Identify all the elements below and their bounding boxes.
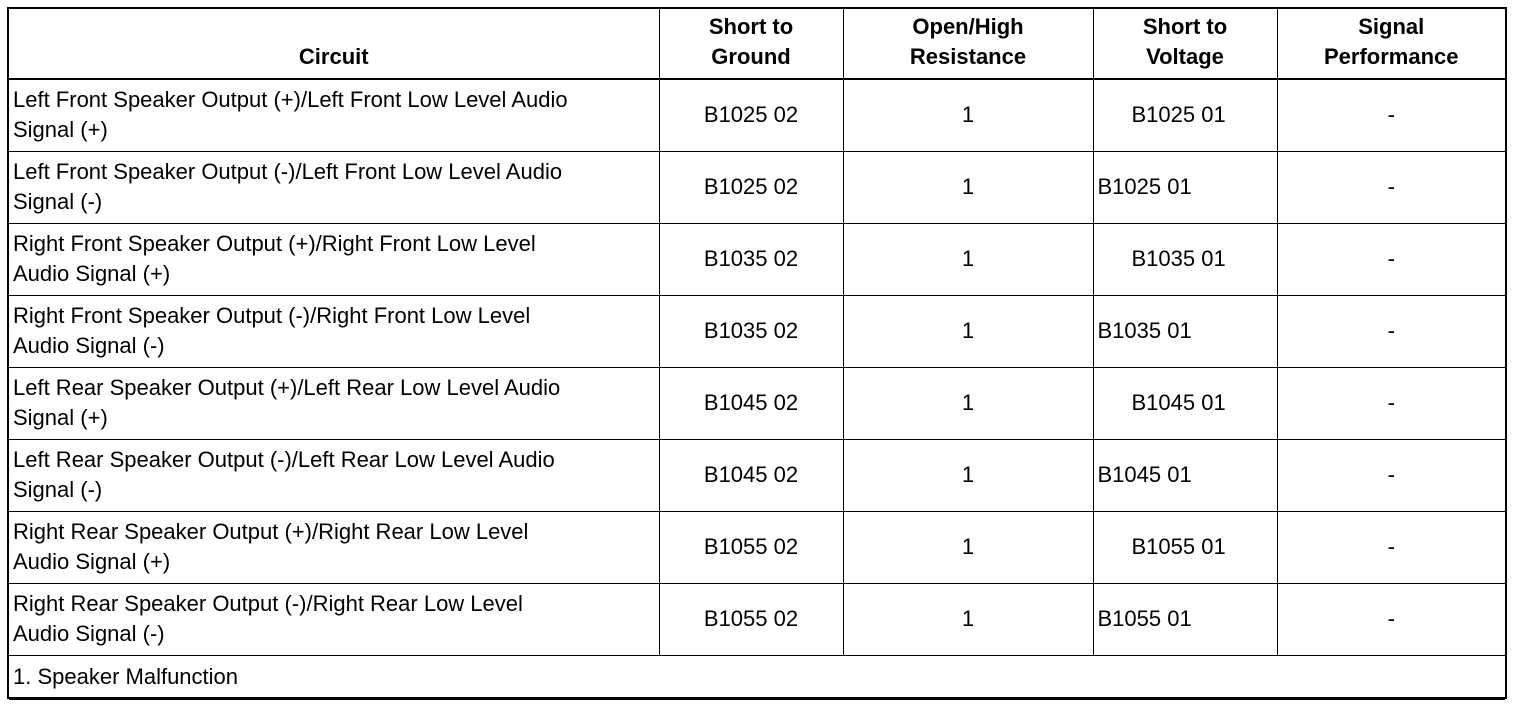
cell-circuit — [9, 223, 659, 295]
header-signal-performance-line1: Signal — [1358, 14, 1425, 39]
footnote: 1. Speaker Malfunction — [9, 655, 1505, 699]
cell-open-high-resistance: 1 — [843, 583, 1093, 655]
cell-short-to-ground: B1045 02 — [659, 367, 843, 439]
table-row — [9, 79, 1505, 151]
cell-short-to-ground: B1035 02 — [659, 295, 843, 367]
circuit-line1: Right Rear Speaker Output (+)/Right Rear Low Level — [13, 519, 529, 544]
cell-circuit — [9, 79, 659, 151]
table-row — [9, 295, 1505, 367]
cell-short-to-ground: B1045 02 — [659, 439, 843, 511]
header-open-high-resistance — [843, 9, 1093, 79]
header-signal-performance — [1277, 9, 1505, 79]
cell-circuit — [9, 295, 659, 367]
cell-short-to-voltage: B1035 01 — [1093, 295, 1277, 367]
header-short-to-ground-line1: Short to — [708, 14, 794, 39]
header-short-to-voltage — [1093, 9, 1277, 79]
cell-circuit — [9, 511, 659, 583]
table-row — [9, 223, 1505, 295]
table-row — [9, 511, 1505, 583]
cell-signal-performance: - — [1277, 439, 1505, 511]
cell-short-to-ground: B1055 02 — [659, 511, 843, 583]
header-short-to-ground — [659, 9, 843, 79]
cell-short-to-ground: B1025 02 — [659, 151, 843, 223]
cell-open-high-resistance: 1 — [843, 223, 1093, 295]
cell-short-to-voltage: B1035 01 — [1093, 223, 1277, 295]
cell-short-to-voltage: B1025 01 — [1093, 79, 1277, 151]
circuit-line2: Signal (+) — [13, 405, 108, 430]
circuit-line1: Left Rear Speaker Output (+)/Left Rear Low Level Audio — [13, 375, 561, 400]
cell-short-to-voltage: B1055 01 — [1093, 511, 1277, 583]
circuit-line2: Signal (+) — [13, 117, 108, 143]
circuit-line2: Audio Signal (-) — [13, 621, 165, 646]
table-row — [9, 151, 1505, 223]
cell-open-high-resistance: 1 — [843, 151, 1093, 223]
circuit-line2: Audio Signal (-) — [13, 333, 165, 358]
header-row — [9, 9, 1505, 79]
circuit-line2: Audio Signal (+) — [13, 549, 171, 574]
cell-open-high-resistance: 1 — [843, 79, 1093, 151]
cell-signal-performance: - — [1277, 511, 1505, 583]
table-row — [9, 439, 1505, 511]
circuit-line2: Audio Signal (+) — [13, 261, 171, 286]
cell-signal-performance: - — [1277, 79, 1505, 151]
cell-open-high-resistance: 1 — [843, 367, 1093, 439]
cell-circuit — [9, 439, 659, 511]
header-signal-performance-line2: Performance — [1323, 44, 1459, 69]
table-row — [9, 367, 1505, 439]
cell-signal-performance: - — [1277, 295, 1505, 367]
dtc-table — [9, 9, 1505, 700]
table-row — [9, 583, 1505, 655]
footnote-row — [9, 655, 1505, 699]
circuit-line1: Right Front Speaker Output (+)/Right Front Low Level — [13, 231, 536, 256]
circuit-line1: Left Front Speaker Output (+)/Left Front Low Level Audio — [13, 87, 568, 113]
cell-signal-performance: - — [1277, 223, 1505, 295]
circuit-line1: Right Front Speaker Output (-)/Right Front Low Level — [13, 303, 531, 328]
cell-short-to-ground: B1035 02 — [659, 223, 843, 295]
cell-circuit — [9, 151, 659, 223]
circuit-line2: Signal (-) — [13, 477, 103, 502]
cell-short-to-voltage: B1025 01 — [1093, 151, 1277, 223]
cell-signal-performance: - — [1277, 583, 1505, 655]
circuit-line1: Left Front Speaker Output (-)/Left Front Low Level Audio — [13, 159, 563, 184]
cell-open-high-resistance: 1 — [843, 439, 1093, 511]
cell-signal-performance: - — [1277, 151, 1505, 223]
dtc-table-frame — [7, 7, 1507, 699]
header-open-high-resistance-line1: Open/High — [912, 14, 1024, 39]
header-short-to-voltage-line2: Voltage — [1146, 44, 1224, 69]
header-short-to-voltage-line1: Short to — [1142, 14, 1228, 39]
header-short-to-ground-line2: Ground — [711, 44, 791, 69]
cell-circuit — [9, 367, 659, 439]
circuit-line1: Left Rear Speaker Output (-)/Left Rear Low Level Audio — [13, 447, 555, 472]
circuit-line2: Signal (-) — [13, 189, 103, 214]
circuit-line1: Right Rear Speaker Output (-)/Right Rear Low Level — [13, 591, 523, 616]
header-open-high-resistance-line2: Resistance — [909, 44, 1027, 69]
cell-signal-performance: - — [1277, 367, 1505, 439]
cell-short-to-voltage: B1045 01 — [1093, 367, 1277, 439]
cell-short-to-ground: B1055 02 — [659, 583, 843, 655]
cell-short-to-ground: B1025 02 — [659, 79, 843, 151]
cell-circuit — [9, 583, 659, 655]
cell-open-high-resistance: 1 — [843, 511, 1093, 583]
cell-open-high-resistance: 1 — [843, 295, 1093, 367]
header-circuit: Circuit — [9, 9, 659, 79]
cell-short-to-voltage: B1045 01 — [1093, 439, 1277, 511]
cell-short-to-voltage: B1055 01 — [1093, 583, 1277, 655]
